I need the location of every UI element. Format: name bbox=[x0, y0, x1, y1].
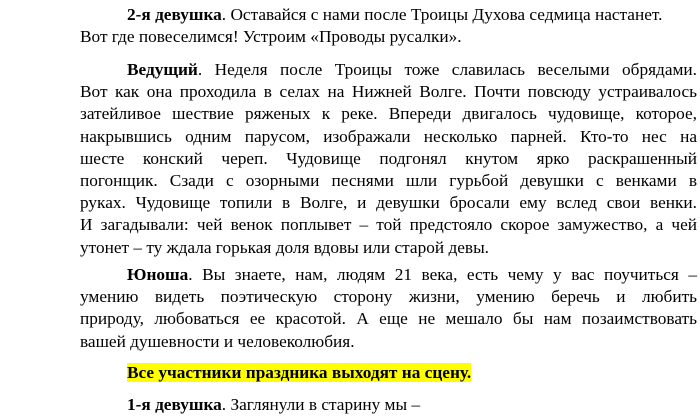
paragraph-line: погонщик. Сзади с озорными песнями шли гурьбой девушки с венками в bbox=[80, 171, 697, 191]
paragraph-line: И загадывали: чей венок поплывет – той предстояло скорое замужество, а чей bbox=[80, 215, 697, 235]
speaker-name: Ведущий bbox=[127, 60, 198, 79]
speaker-name: 2-я девушка bbox=[127, 5, 222, 24]
paragraph-line: умению видеть поэтическую сторону жизни, умению беречь и любить bbox=[80, 287, 697, 307]
paragraph-line: 2-я девушка. Оставайся с нами после Троицы Духова седмица настанет. bbox=[127, 5, 663, 24]
paragraph-line: шесте конский череп. Чудовище подгонял кнутом ярко раскрашенный bbox=[80, 148, 697, 168]
paragraph-line: вашей душевности и человеколюбия. bbox=[80, 331, 355, 351]
highlighted-text: Все участники праздника выходят на сцену. bbox=[127, 363, 472, 382]
paragraph-line: утонет – ту ждала горькая доля вдовы или старой девы. bbox=[80, 237, 490, 257]
stage-direction bbox=[80, 362, 697, 384]
speaker-name: Юноша bbox=[127, 265, 189, 284]
paragraph-line bbox=[80, 362, 697, 384]
paragraph-line: руках. Чудовище топили в Волге, и девушки бросали ему вслед свои венки. bbox=[80, 193, 697, 213]
paragraph-line: Ведущий. Неделя после Троицы тоже славилась веселыми обрядами. bbox=[127, 60, 697, 79]
paragraph-3 bbox=[80, 264, 697, 353]
paragraph-2 bbox=[80, 59, 697, 259]
paragraph-line: Юноша. Вы знаете, нам, людям 21 века, есть чему у вас поучиться – bbox=[127, 265, 697, 284]
paragraph-line: затейливое шествие ряженых к реке. Впереди двигалось чудовище, которое, bbox=[80, 104, 697, 124]
paragraph-line: Вот где повеселимся! Устроим «Проводы русалки». bbox=[80, 27, 462, 47]
paragraph-line: природу, любоваться ее красотой. А еще не мешало бы нам позаимствовать bbox=[80, 309, 697, 329]
paragraph-line: Вот как она проходила в селах на Нижней Волге. Почти повсюду устраивалось bbox=[80, 82, 697, 102]
speaker-name: 1-я девушка bbox=[127, 395, 222, 414]
paragraph-line: накрывшись одним парусом, изображали несколько парней. Кто-то нес на bbox=[80, 126, 697, 146]
paragraph-5 bbox=[80, 394, 697, 416]
paragraph-line: 1-я девушка. Заглянули в старину мы – bbox=[127, 395, 421, 414]
paragraph-1 bbox=[80, 4, 697, 48]
